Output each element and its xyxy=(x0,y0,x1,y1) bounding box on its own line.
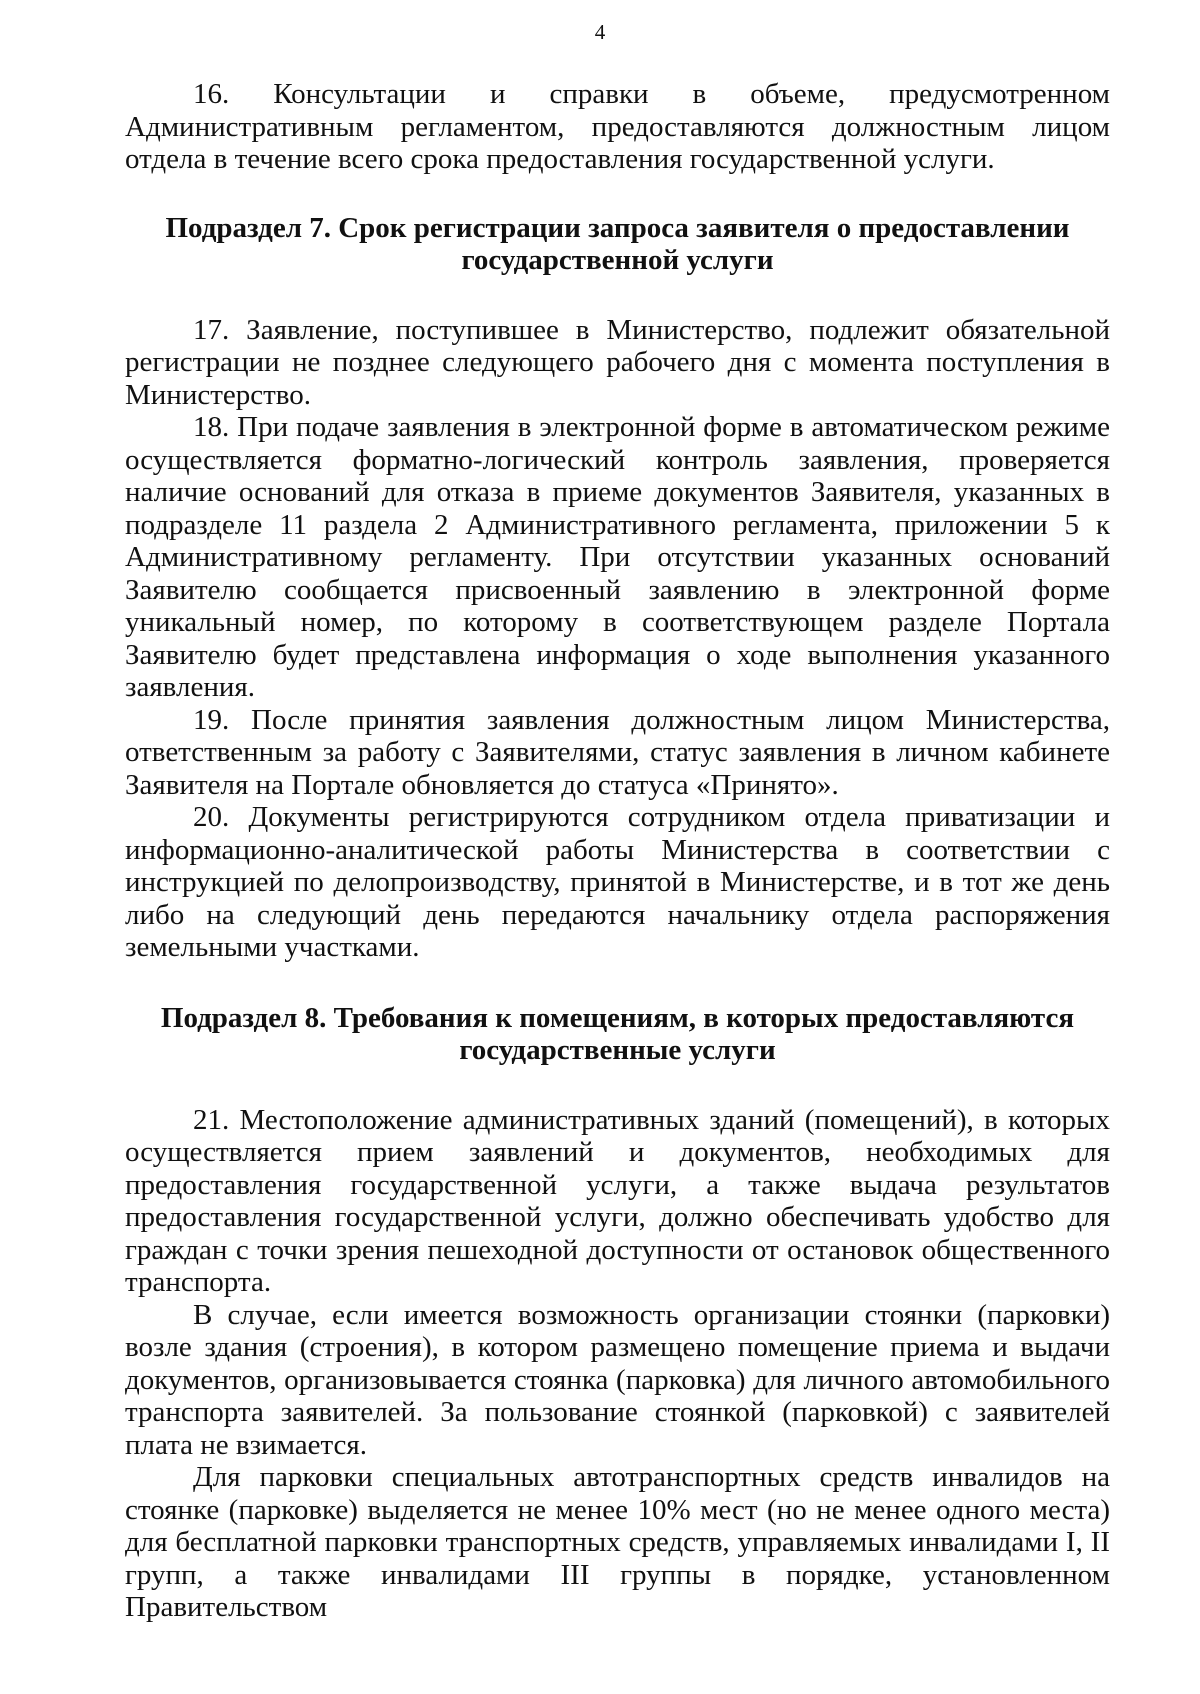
subsection-8-heading-line-2: государственные услуги xyxy=(459,1033,776,1066)
document-body xyxy=(125,78,1110,1624)
paragraph-17: 17. Заявление, поступившее в Министерство, подлежит обязательной регистрации не позднее следующего рабочего дня с момента поступления в Министерство. xyxy=(125,313,1110,411)
paragraph-18: 18. При подаче заявления в электронной форме в автоматическом режиме осуществляется форматно-логический контроль заявления, проверяется наличие оснований для отказа в приеме документов Заявителя, указанных в подразделе 11 раздела 2 Административного регламента, приложении 5 к Административному регламенту. При отсутствии указанных оснований Заявителю сообщается присвоенный заявлению в электронной форме уникальный номер, по которому в соответствующем разделе Портала Заявителю будет представлена информация о ходе выполнения указанного заявления. xyxy=(125,411,1110,703)
page-number: 4 xyxy=(594,20,606,44)
paragraph-19: 19. После принятия заявления должностным лицом Министерства, ответственным за работу с Заявителями, статус заявления в личном кабинете Заявителя на Портале обновляется до статуса «Принято». xyxy=(125,703,1110,801)
paragraph-16: 16. Консультации и справки в объеме, предусмотренном Административным регламентом, предоставляются должностным лицом отдела в течение всего срока предоставления государственной услуги. xyxy=(125,78,1110,175)
paragraph-parking: В случае, если имеется возможность организации стоянки (парковки) возле здания (строения), в котором размещено помещение приема и выдачи документов, организовывается стоянка (парковка) для личного автомобильного транспорта заявителей. За пользование стоянкой (парковкой) с заявителей плата не взимается. xyxy=(125,1298,1110,1461)
paragraph-20: 20. Документы регистрируются сотрудником отдела приватизации и информационно-аналитической работы Министерства в соответствии с инструкцией по делопроизводству, принятой в Министерстве, и в тот же день либо на следующий день передаются начальнику отдела распоряжения земельными участками. xyxy=(125,801,1110,963)
paragraph-disabled-parking: Для парковки специальных автотранспортных средств инвалидов на стоянке (парковке) выделяется не менее 10% мест (но не менее одного места) для бесплатной парковки транспортных средств, управляемых инвалидами I, II групп, а также инвалидами III группы в порядке, установленном Правительством xyxy=(125,1461,1110,1623)
subsection-7-heading-line-1: Подраздел 7. Срок регистрации запроса заявителя о предоставлении xyxy=(165,211,1070,244)
paragraph-21: 21. Местоположение административных зданий (помещений), в которых осуществляется прием заявлений и документов, необходимых для предоставления государственной услуги, а также выдача результатов предоставления государственной услуги, должно обеспечивать удобство для граждан с точки зрения пешеходной доступности от остановок общественного транспорта. xyxy=(125,1103,1110,1298)
subsection-7-heading xyxy=(125,212,1110,276)
subsection-8-heading-line-1: Подраздел 8. Требования к помещениям, в которых предоставляются xyxy=(160,1001,1075,1034)
subsection-8-heading xyxy=(125,1002,1110,1066)
subsection-7-heading-line-2: государственной услуги xyxy=(461,243,774,276)
